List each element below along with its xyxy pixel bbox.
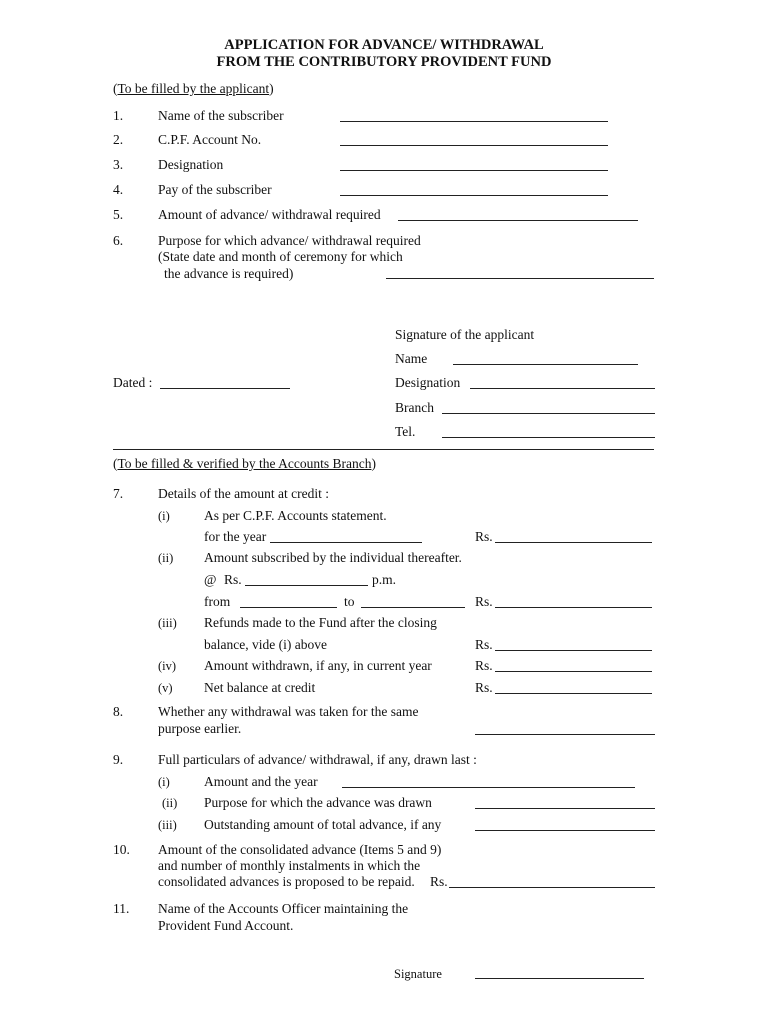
for-year-field[interactable] bbox=[270, 542, 422, 543]
item-7-ii-pm: p.m. bbox=[372, 572, 397, 587]
pay-field[interactable] bbox=[340, 195, 608, 196]
sig-tel-label: Tel. bbox=[395, 424, 416, 439]
accounts-note: (To be filled & verified by the Accounts Branch) bbox=[113, 456, 376, 471]
item-9-label: Full particulars of advance/ withdrawal, if any, drawn last : bbox=[158, 752, 477, 767]
item-11-line1: Name of the Accounts Officer maintaining the bbox=[158, 901, 409, 916]
item-7-iv-line1: Amount withdrawn, if any, in current year bbox=[204, 658, 432, 673]
item-7-iii-line1: Refunds made to the Fund after the closing bbox=[204, 615, 437, 630]
item-7-v-rs: Rs. bbox=[475, 680, 493, 695]
item-7-iii-rs: Rs. bbox=[475, 637, 493, 652]
footer-signature-label: Signature bbox=[394, 967, 442, 981]
item-7-ii-rs: Rs. bbox=[475, 594, 493, 609]
item-6-line3: the advance is required) bbox=[164, 266, 294, 281]
item-7-iv-amount-field[interactable] bbox=[495, 671, 652, 672]
designation-field[interactable] bbox=[340, 170, 608, 171]
monthly-rate-field[interactable] bbox=[245, 585, 368, 586]
from-date-field[interactable] bbox=[240, 607, 337, 608]
item-10-line1: Amount of the consolidated advance (Items 5 and 9) bbox=[158, 842, 442, 857]
item-10-line3: consolidated advances is proposed to be repaid. bbox=[158, 874, 415, 889]
amount-year-field[interactable] bbox=[342, 787, 635, 788]
item-10-line2: and number of monthly instalments in which the bbox=[158, 858, 421, 873]
item-6-line2: (State date and month of ceremony for which bbox=[158, 249, 403, 264]
item-2-number: 2. bbox=[113, 132, 124, 147]
item-11-line2: Provident Fund Account. bbox=[158, 918, 294, 933]
outstanding-amount-field[interactable] bbox=[475, 830, 655, 831]
form-title-line2: FROM THE CONTRIBUTORY PROVIDENT FUND bbox=[216, 54, 552, 70]
item-7-v-line1: Net balance at credit bbox=[204, 680, 316, 695]
item-9-iii-number: (iii) bbox=[158, 818, 177, 832]
consolidated-advance-field[interactable] bbox=[449, 887, 655, 888]
item-7-ii-at: @ bbox=[204, 572, 217, 587]
item-7-ii-to: to bbox=[344, 594, 355, 609]
item-7-ii-amount-field[interactable] bbox=[495, 607, 652, 608]
item-7-ii-line1: Amount subscribed by the individual thereafter. bbox=[204, 550, 462, 565]
applicant-note: (To be filled by the applicant) bbox=[113, 81, 274, 96]
sig-name-label: Name bbox=[395, 351, 428, 366]
advance-amount-field[interactable] bbox=[398, 220, 638, 221]
earlier-withdrawal-field[interactable] bbox=[475, 734, 655, 735]
item-9-i-number: (i) bbox=[158, 775, 170, 789]
sig-branch-label: Branch bbox=[395, 400, 434, 415]
sig-tel-field[interactable] bbox=[442, 437, 655, 438]
item-7-iii-number: (iii) bbox=[158, 616, 177, 630]
item-7-i-line1: As per C.P.F. Accounts statement. bbox=[204, 508, 387, 523]
sig-designation-label: Designation bbox=[395, 375, 461, 390]
item-7-i-rs: Rs. bbox=[475, 529, 493, 544]
item-7-i-line2: for the year bbox=[204, 529, 267, 544]
dated-field[interactable] bbox=[160, 388, 290, 389]
item-10-rs: Rs. bbox=[430, 874, 448, 889]
net-balance-field[interactable] bbox=[495, 693, 652, 694]
item-3-label: Designation bbox=[158, 157, 224, 172]
item-7-iv-rs: Rs. bbox=[475, 658, 493, 673]
item-1-number: 1. bbox=[113, 108, 124, 123]
section-divider bbox=[113, 449, 654, 450]
item-8-line2: purpose earlier. bbox=[158, 721, 242, 736]
item-7-i-number: (i) bbox=[158, 509, 170, 523]
to-date-field[interactable] bbox=[361, 607, 465, 608]
item-5-number: 5. bbox=[113, 207, 124, 222]
dated-label: Dated : bbox=[113, 375, 153, 390]
item-8-line1: Whether any withdrawal was taken for the same bbox=[158, 704, 419, 719]
item-9-ii-number: (ii) bbox=[162, 796, 178, 810]
item-9-i-label: Amount and the year bbox=[204, 774, 318, 789]
item-6-number: 6. bbox=[113, 233, 124, 248]
item-7-ii-from: from bbox=[204, 594, 231, 609]
footer-signature-field[interactable] bbox=[475, 978, 644, 979]
previous-purpose-field[interactable] bbox=[475, 808, 655, 809]
item-9-ii-label: Purpose for which the advance was drawn bbox=[204, 795, 432, 810]
purpose-field[interactable] bbox=[386, 278, 654, 279]
item-7-iii-amount-field[interactable] bbox=[495, 650, 652, 651]
item-7-i-amount-field[interactable] bbox=[495, 542, 652, 543]
item-7-iv-number: (iv) bbox=[158, 659, 177, 673]
form-title-line1: APPLICATION FOR ADVANCE/ WITHDRAWAL bbox=[224, 37, 544, 53]
item-9-iii-label: Outstanding amount of total advance, if any bbox=[204, 817, 442, 832]
sig-designation-field[interactable] bbox=[470, 388, 655, 389]
item-5-label: Amount of advance/ withdrawal required bbox=[158, 207, 381, 222]
item-6-label: Purpose for which advance/ withdrawal required bbox=[158, 233, 421, 248]
item-11-number: 11. bbox=[113, 901, 130, 916]
item-4-label: Pay of the subscriber bbox=[158, 182, 272, 197]
sig-branch-field[interactable] bbox=[442, 413, 655, 414]
item-3-number: 3. bbox=[113, 157, 124, 172]
item-7-label: Details of the amount at credit : bbox=[158, 486, 329, 501]
item-7-iii-line2: balance, vide (i) above bbox=[204, 637, 327, 652]
item-8-number: 8. bbox=[113, 704, 124, 719]
item-9-number: 9. bbox=[113, 752, 124, 767]
cpf-account-field[interactable] bbox=[340, 145, 608, 146]
item-4-number: 4. bbox=[113, 182, 124, 197]
item-1-label: Name of the subscriber bbox=[158, 108, 284, 123]
item-7-v-number: (v) bbox=[158, 681, 173, 695]
item-7-number: 7. bbox=[113, 486, 124, 501]
item-2-label: C.P.F. Account No. bbox=[158, 132, 262, 147]
sig-name-field[interactable] bbox=[453, 364, 638, 365]
item-7-ii-rs-label: Rs. bbox=[224, 572, 242, 587]
subscriber-name-field[interactable] bbox=[340, 121, 608, 122]
item-7-ii-number: (ii) bbox=[158, 551, 174, 565]
item-10-number: 10. bbox=[113, 842, 130, 857]
applicant-signature-label: Signature of the applicant bbox=[395, 327, 535, 342]
